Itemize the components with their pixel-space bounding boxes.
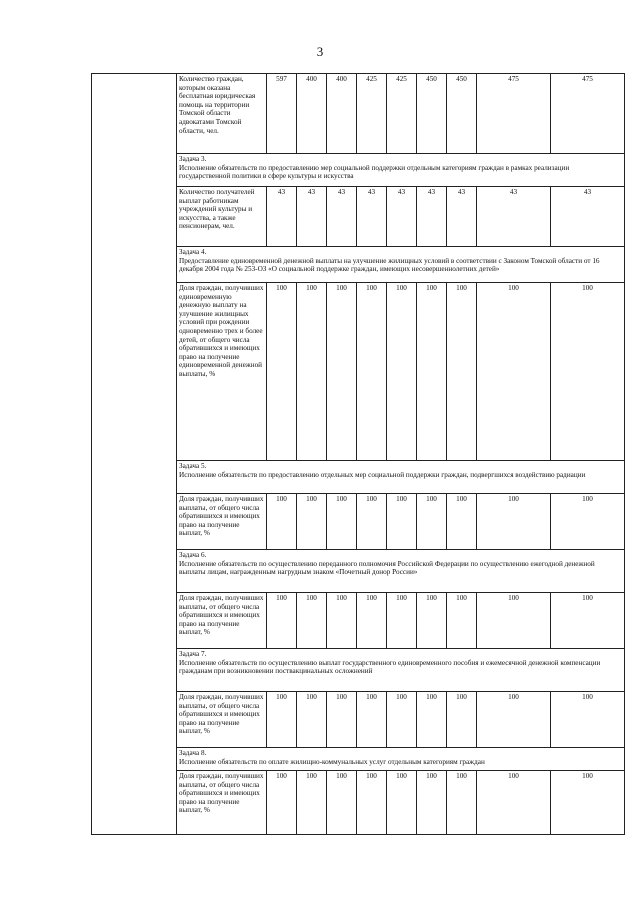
task-title: Задача 7. — [179, 650, 207, 658]
task-description: Исполнение обязательств по предоставлению отдельных мер социальной поддержки граждан, подвергшихся воздействию радиации — [179, 470, 586, 479]
task-title: Задача 3. — [179, 155, 207, 163]
indicator-label: Доля граждан, получивших выплаты, от общего числа обратившихся и имеющих право на получение выплат, % — [177, 494, 267, 550]
indicator-value: 43 — [357, 187, 387, 247]
indicator-value: 100 — [417, 593, 447, 649]
indicator-value: 100 — [357, 494, 387, 550]
indicator-value: 100 — [297, 771, 327, 835]
indicator-value: 100 — [447, 692, 477, 748]
indicator-value: 400 — [297, 74, 327, 154]
indicator-label: Доля граждан, получивших выплаты, от общего числа обратившихся и имеющих право на получение выплат, % — [177, 771, 267, 835]
indicator-value: 100 — [477, 283, 551, 461]
task-cell — [177, 550, 625, 593]
task-description: Исполнение обязательств по оплате жилищно-коммунальных услуг отдельным категориям граждан — [179, 757, 485, 766]
indicator-value: 100 — [297, 283, 327, 461]
indicator-value: 450 — [417, 74, 447, 154]
indicator-value: 43 — [267, 187, 297, 247]
indicator-value: 100 — [417, 494, 447, 550]
task-description: Исполнение обязательств по осуществлению переданного полномочия Российской Федерации по осуществлению ежегодной денежной выплаты лицам, награжденным нагрудным знаком «Почетный донор России» — [179, 559, 595, 577]
indicator-value: 475 — [477, 74, 551, 154]
indicator-value: 100 — [267, 692, 297, 748]
indicator-row — [92, 74, 625, 154]
indicator-value: 100 — [477, 593, 551, 649]
indicator-value: 43 — [551, 187, 625, 247]
indicator-value: 100 — [551, 494, 625, 550]
task-description: Исполнение обязательств по осуществлению выплат государственного единовременного пособия и ежемесячной денежной компенсации гражданам при возникновении поствакцинальных осложнений — [179, 658, 601, 676]
indicator-value: 100 — [387, 771, 417, 835]
indicator-label: Доля граждан, получивших выплаты, от общего числа обратившихся и имеющих право на получение выплат, % — [177, 692, 267, 748]
indicator-value: 100 — [387, 692, 417, 748]
task-title: Задача 6. — [179, 551, 207, 559]
indicator-value: 100 — [387, 283, 417, 461]
indicator-label: Количество граждан, которым оказана бесплатная юридическая помощь на территории Томской области адвокатами Томской области, чел. — [177, 74, 267, 154]
indicator-value: 100 — [357, 692, 387, 748]
task-cell — [177, 247, 625, 283]
indicator-value: 100 — [357, 283, 387, 461]
indicator-label: Доля граждан, получивших единовременную денежную выплату на улучшение жилищных условий при рождении одновременно трех и более детей, от общего числа обратившихся и имеющих право на получение единовременной денежной выплаты, % — [177, 283, 267, 461]
indicator-label: Доля граждан, получивших выплаты, от общего числа обратившихся и имеющих право на получение выплат, % — [177, 593, 267, 649]
task-title: Задача 5. — [179, 462, 207, 470]
indicator-value: 450 — [447, 74, 477, 154]
page-number: 3 — [316, 44, 324, 59]
task-cell — [177, 154, 625, 187]
indicator-value: 43 — [297, 187, 327, 247]
indicator-value: 100 — [551, 771, 625, 835]
indicator-value: 100 — [477, 692, 551, 748]
indicator-label: Количество получателей выплат работникам учреждений культуры и искусства, а также пенсионерам, чел. — [177, 187, 267, 247]
indicator-value: 425 — [387, 74, 417, 154]
indicator-value: 100 — [417, 283, 447, 461]
indicator-value: 400 — [327, 74, 357, 154]
indicator-value: 100 — [417, 692, 447, 748]
empty-left-cell — [92, 74, 177, 835]
indicator-value: 100 — [551, 692, 625, 748]
indicator-value: 43 — [387, 187, 417, 247]
indicator-value: 100 — [267, 593, 297, 649]
indicator-value: 100 — [267, 283, 297, 461]
indicators-table — [91, 73, 625, 835]
indicator-value: 43 — [327, 187, 357, 247]
task-description: Исполнение обязательств по предоставлению мер социальной поддержки отдельным категориям граждан в рамках реализации государственной политики в сфере культуры и искусства — [179, 163, 570, 181]
indicator-value: 100 — [447, 283, 477, 461]
indicator-value: 475 — [551, 74, 625, 154]
indicator-value: 100 — [387, 494, 417, 550]
task-title: Задача 8. — [179, 749, 207, 757]
indicator-value: 100 — [357, 771, 387, 835]
indicator-value: 100 — [447, 593, 477, 649]
indicator-value: 597 — [267, 74, 297, 154]
indicator-value: 100 — [267, 771, 297, 835]
indicator-value: 100 — [327, 771, 357, 835]
indicator-value: 425 — [357, 74, 387, 154]
indicator-value: 100 — [297, 593, 327, 649]
indicator-value: 100 — [297, 494, 327, 550]
task-cell — [177, 461, 625, 494]
indicator-value: 100 — [297, 692, 327, 748]
indicator-value: 43 — [447, 187, 477, 247]
indicator-value: 43 — [477, 187, 551, 247]
indicator-value: 100 — [477, 771, 551, 835]
indicator-value: 100 — [387, 593, 417, 649]
table-body — [92, 74, 625, 835]
indicator-value: 100 — [327, 692, 357, 748]
task-cell — [177, 649, 625, 692]
indicator-value: 100 — [447, 771, 477, 835]
indicator-value: 100 — [267, 494, 297, 550]
task-title: Задача 4. — [179, 248, 207, 256]
indicator-value: 100 — [551, 593, 625, 649]
indicator-value: 100 — [447, 494, 477, 550]
indicator-value: 100 — [357, 593, 387, 649]
indicator-value: 100 — [327, 283, 357, 461]
indicator-value: 100 — [477, 494, 551, 550]
indicator-value: 100 — [327, 593, 357, 649]
indicator-value: 100 — [417, 771, 447, 835]
indicator-value: 100 — [551, 283, 625, 461]
task-description: Предоставление единовременной денежной выплаты на улучшение жилищных условий в соответствии с Законом Томской области от 16 декабря 2004 года № 253-ОЗ «О социальной поддержке граждан, имеющих несовершеннолетних детей» — [179, 256, 600, 274]
indicator-value: 43 — [417, 187, 447, 247]
indicator-value: 100 — [327, 494, 357, 550]
task-cell — [177, 748, 625, 771]
